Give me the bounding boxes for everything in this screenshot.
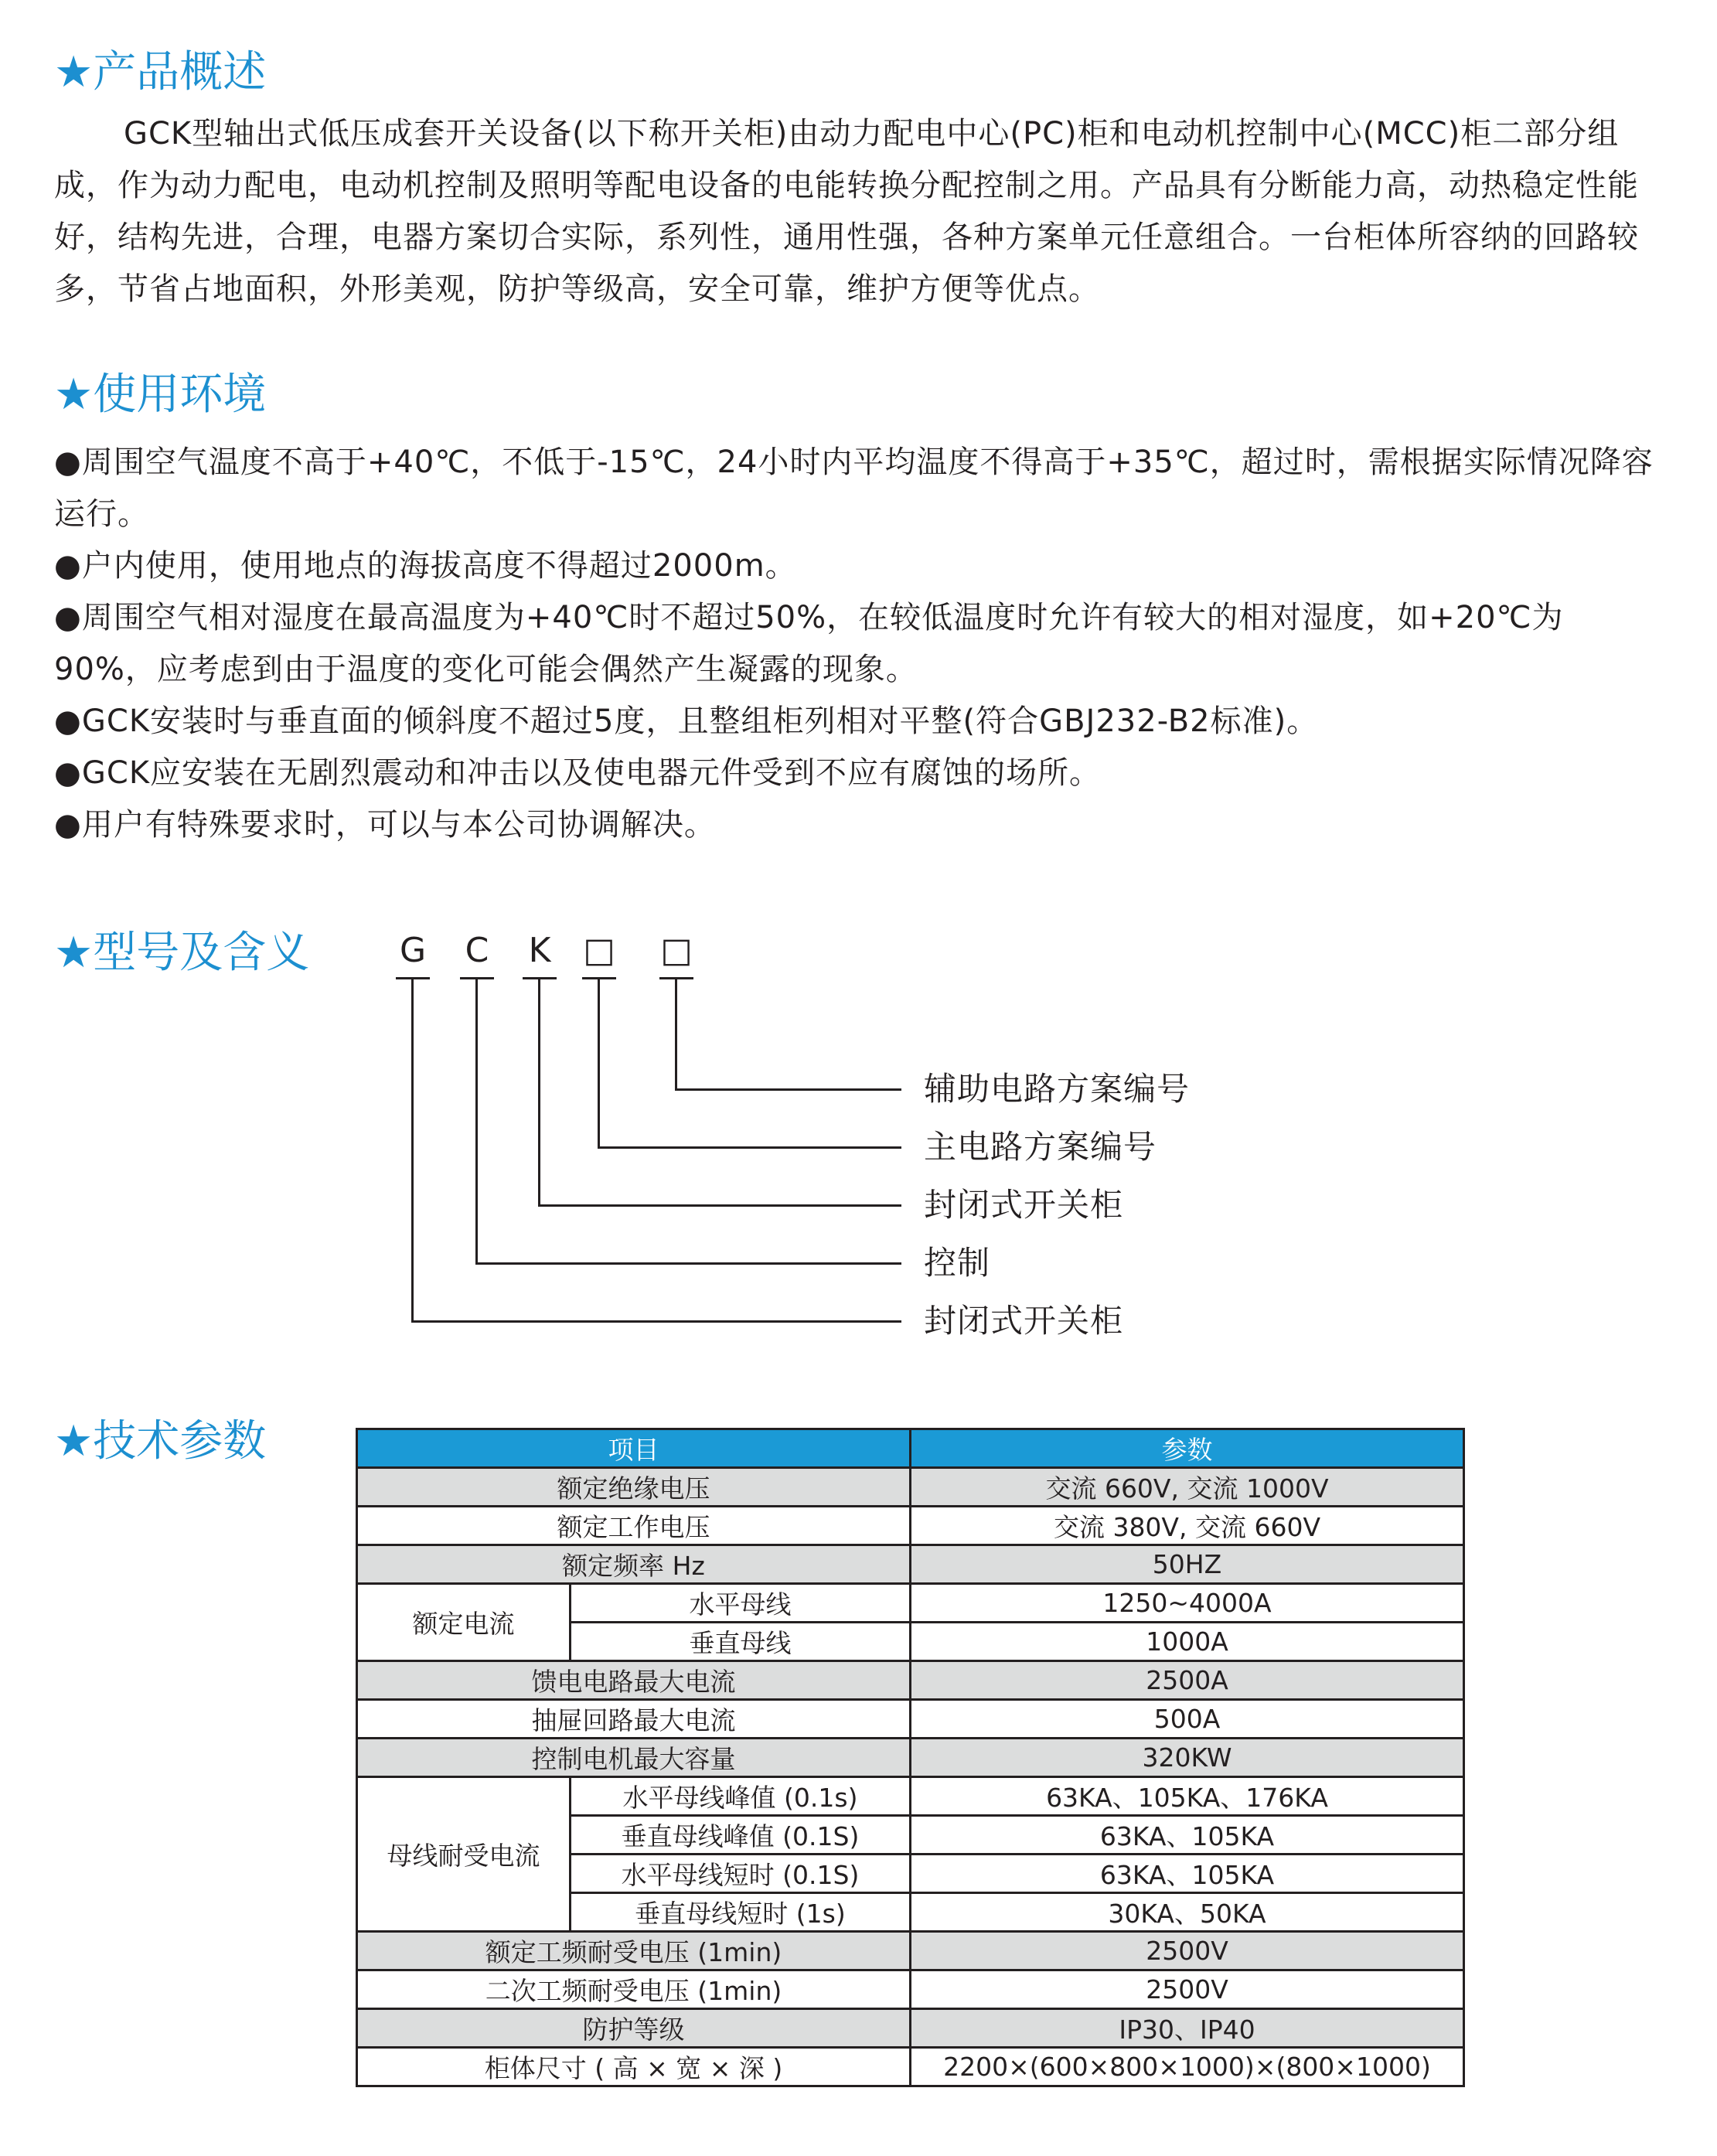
overview-paragraph <box>54 108 1662 315</box>
row-item: 额定工作电压 <box>357 1507 911 1545</box>
overview-text: GCK型轴出式低压成套开关设备(以下称开关柜)由动力配电中心(PC)柜和电动机控制中心(MCC)柜二部分组成，作为动力配电，电动机控制及照明等配电设备的电能转换分配控制之用。产品具有分断能力高，动热稳定性能好，结构先进，合理，电器方案切合实际，系列性，通用性强，各种方案单元任意组合。一台柜体所容纳的回路较多，节省占地面积，外形美观，防护等级高，安全可靠，维护方便等优点。 <box>54 116 1639 307</box>
environment-item: ●周围空气温度不高于+40℃，不低于-15℃，24小时内平均温度不得高于+35℃，超过时，需根据实际情况降容运行。 <box>54 444 1654 532</box>
table-row <box>357 1661 1464 1700</box>
table-row <box>357 1970 1464 2009</box>
row-value: 2200×(600×800×1000)×(800×1000) <box>911 2048 1464 2086</box>
code-label-control: 控制 <box>924 1244 991 1282</box>
table-row <box>357 1545 1464 1584</box>
section-title-specs: ★技术参数 <box>54 1416 267 1466</box>
row-item: 防护等级 <box>357 2009 911 2048</box>
row-value: 63KA、105KA <box>911 1855 1464 1893</box>
row-item: 额定绝缘电压 <box>357 1468 911 1507</box>
table-row <box>357 1584 1464 1623</box>
row-item: 水平母线峰值 (0.1s) <box>571 1777 911 1816</box>
row-item: 控制电机最大容量 <box>357 1739 911 1777</box>
code-label-enclosed: 封闭式开关柜 <box>924 1186 1124 1224</box>
environment-item: ●GCK应安装在无剧烈震动和冲击以及使电器元件受到不应有腐蚀的场所。 <box>54 755 1102 791</box>
table-row <box>357 1932 1464 1970</box>
section-title-environment: ★使用环境 <box>54 370 267 420</box>
row-value: 30KA、50KA <box>911 1893 1464 1932</box>
table-row <box>357 1700 1464 1739</box>
leader-g <box>411 1320 901 1323</box>
row-item: 水平母线 <box>571 1584 911 1623</box>
leader-main <box>598 1146 901 1149</box>
code-label-enclosed-2: 封闭式开关柜 <box>924 1302 1124 1340</box>
row-value: IP30、IP40 <box>911 2009 1464 2048</box>
row-value: 1000A <box>911 1623 1464 1661</box>
row-value: 2500A <box>911 1661 1464 1700</box>
code-label-main-circuit: 主电路方案编号 <box>924 1128 1157 1166</box>
environment-item: ●户内使用，使用地点的海拔高度不得超过2000m。 <box>54 548 797 584</box>
row-value: 50HZ <box>911 1545 1464 1584</box>
stem-main <box>598 977 600 1149</box>
environment-item: ●周围空气相对湿度在最高温度为+40℃时不超过50%，在较低温度时允许有较大的相对湿度，如+20℃为90%，应考虑到由于温度的变化可能会偶然产生凝露的现象。 <box>54 600 1564 687</box>
stem-aux <box>675 977 677 1091</box>
row-value: 500A <box>911 1700 1464 1739</box>
stem-k <box>538 977 540 1207</box>
table-header-row <box>357 1429 1464 1468</box>
environment-item: ●用户有特殊要求时，可以与本公司协调解决。 <box>54 807 716 843</box>
code-box-main: □ <box>583 931 615 970</box>
environment-list <box>54 437 1662 851</box>
row-value: 交流 380V, 交流 660V <box>911 1507 1464 1545</box>
code-box-aux: □ <box>660 931 693 970</box>
code-letter-k: K <box>528 931 551 970</box>
row-value: 2500V <box>911 1932 1464 1970</box>
table-row <box>357 1507 1464 1545</box>
section-title-model: ★型号及含义 <box>54 928 310 978</box>
row-value: 1250~4000A <box>911 1584 1464 1623</box>
row-item: 垂直母线 <box>571 1623 911 1661</box>
section-title-overview: ★产品概述 <box>54 47 267 97</box>
leader-c <box>475 1262 901 1265</box>
row-value: 320KW <box>911 1739 1464 1777</box>
table-row <box>357 2048 1464 2086</box>
code-letter-g: G <box>399 931 427 970</box>
table-row <box>357 1468 1464 1507</box>
leader-k <box>538 1204 901 1207</box>
code-letter-c: C <box>465 931 489 970</box>
row-group-rated-current: 额定电流 <box>357 1584 571 1661</box>
stem-c <box>475 977 478 1265</box>
row-group-busbar-withstand: 母线耐受电流 <box>357 1777 571 1932</box>
row-value: 交流 660V, 交流 1000V <box>911 1468 1464 1507</box>
row-item: 馈电电路最大电流 <box>357 1661 911 1700</box>
row-value: 2500V <box>911 1970 1464 2009</box>
environment-item: ●GCK安装时与垂直面的倾斜度不超过5度，且整组柜列相对平整(符合GBJ232-B2标准)。 <box>54 703 1319 739</box>
row-item: 抽屉回路最大电流 <box>357 1700 911 1739</box>
leader-aux <box>675 1088 901 1091</box>
row-value: 63KA、105KA <box>911 1816 1464 1855</box>
table-row <box>357 2009 1464 2048</box>
row-item: 垂直母线短时 (1s) <box>571 1893 911 1932</box>
row-item: 额定频率 Hz <box>357 1545 911 1584</box>
row-item: 垂直母线峰值 (0.1S) <box>571 1816 911 1855</box>
stem-g <box>411 977 414 1323</box>
header-value: 参数 <box>911 1429 1464 1468</box>
row-item: 柜体尺寸 ( 高 × 宽 × 深 ) <box>357 2048 911 2086</box>
row-item: 二次工频耐受电压 (1min) <box>357 1970 911 2009</box>
spec-table <box>356 1428 1465 2087</box>
header-item: 项目 <box>357 1429 911 1468</box>
row-value: 63KA、105KA、176KA <box>911 1777 1464 1816</box>
code-label-aux-circuit: 辅助电路方案编号 <box>924 1070 1191 1108</box>
table-row <box>357 1739 1464 1777</box>
table-row <box>357 1777 1464 1816</box>
row-item: 额定工频耐受电压 (1min) <box>357 1932 911 1970</box>
row-item: 水平母线短时 (0.1S) <box>571 1855 911 1893</box>
